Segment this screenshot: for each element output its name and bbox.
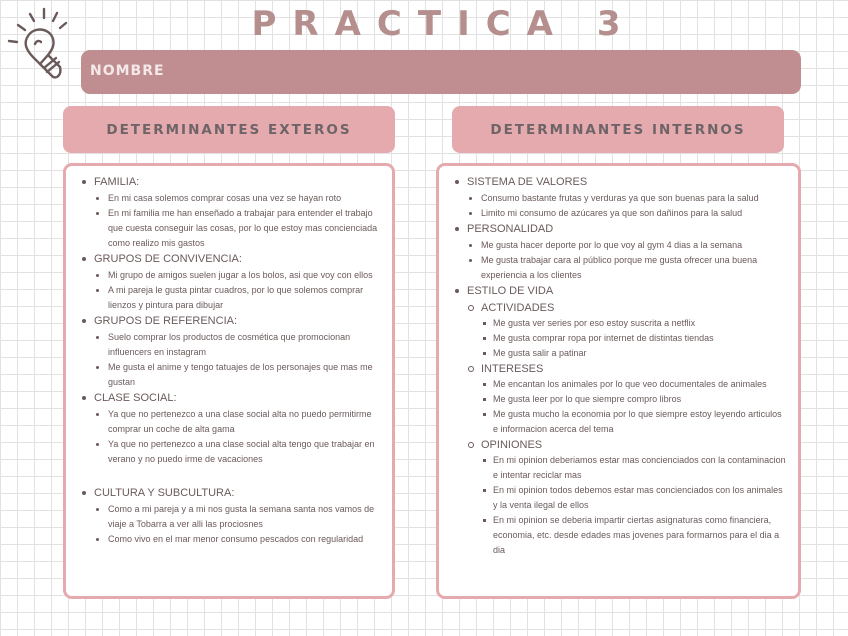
list-item: Consumo bastante frutas y verduras ya que son buenas para la salud	[467, 191, 788, 206]
spacer	[78, 467, 382, 485]
list-item: Me encantan los animales por lo que veo documentales de animales	[481, 377, 788, 392]
list-item: Me gusta leer por lo que siempre compro libros	[481, 392, 788, 407]
section-label: GRUPOS DE CONVIVENCIA:	[94, 253, 242, 265]
list-item: En mi casa solemos comprar cosas una vez se hayan roto	[94, 191, 382, 206]
list-item	[451, 283, 788, 558]
list-item: Como vivo en el mar menor consumo pescados con regularidad	[94, 532, 382, 547]
list-item	[78, 174, 382, 251]
section-label: PERSONALIDAD	[467, 223, 554, 235]
list-item: Me gusta ver series por eso estoy suscrita a netflix	[481, 316, 788, 331]
section-label: ESTILO DE VIDA	[467, 285, 554, 297]
list-item	[78, 313, 382, 390]
list-item: En mi opinion se deberia impartir ciertas asignaturas como financiera, economia, etc. desde edades mas jovenes para formarnos para el dia a dia	[481, 513, 788, 558]
subsection-label: ACTIVIDADES	[481, 302, 555, 314]
list-item: Me gusta hacer deporte por lo que voy al gym 4 dias a la semana	[467, 238, 788, 253]
list-item: Ya que no pertenezco a una clase social alta tengo que trabajar en verano y no puedo irme de vacaciones	[94, 437, 382, 467]
list-item	[78, 251, 382, 313]
list-item	[451, 174, 788, 221]
external-determinants-panel	[63, 163, 395, 599]
list-item: Me gusta el anime y tengo tatuajes de los personajes que mas me gustan	[94, 360, 382, 390]
internal-determinants-panel	[436, 163, 801, 599]
list-item: Me gusta comprar ropa por internet de distintas tiendas	[481, 331, 788, 346]
list-item: Me gusta mucho la economia por lo que siempre estoy leyendo articulos e informacion acerca del tema	[481, 407, 788, 437]
list-item: Como a mi pareja y a mi nos gusta la semana santa nos vamos de viaje a Tobarra a ver alli las prociosnes	[94, 502, 382, 532]
subsection-label: OPINIONES	[481, 439, 543, 451]
subsection-label: INTERESES	[481, 363, 544, 375]
list-item: A mi pareja le gusta pintar cuadros, por lo que solemos comprar lienzos y pintura para dibujar	[94, 283, 382, 313]
left-heading: DETERMINANTES EXTEROS	[63, 106, 395, 153]
list-item: Ya que no pertenezco a una clase social alta no puedo permitirme comprar un coche de alta gama	[94, 407, 382, 437]
section-label: FAMILIA:	[94, 176, 140, 188]
list-item	[467, 437, 788, 558]
list-item	[78, 485, 382, 547]
list-item: Me gusta trabajar cara al público porque me gusta ofrecer una buena experiencia a los clientes	[467, 253, 788, 283]
page-title: PRACTICA 3	[251, 4, 637, 44]
section-label: CULTURA Y SUBCULTURA:	[94, 487, 235, 499]
list-item: Mi grupo de amigos suelen jugar a los bolos, asi que voy con ellos	[94, 268, 382, 283]
name-field[interactable]	[81, 50, 801, 94]
section-label: GRUPOS DE REFERENCIA:	[94, 315, 238, 327]
list-item: Limito mi consumo de azúcares ya que son dañinos para la salud	[467, 206, 788, 221]
list-item: En mi opinion todos debemos estar mas concienciados con los animales y la venta ilegal de ellos	[481, 483, 788, 513]
list-item	[467, 300, 788, 361]
list-item: Suelo comprar los productos de cosmética que promocionan influencers en instagram	[94, 330, 382, 360]
list-item: Me gusta salir a patinar	[481, 346, 788, 361]
right-heading: DETERMINANTES INTERNOS	[452, 106, 784, 153]
list-item	[451, 221, 788, 283]
list-item	[78, 390, 382, 467]
section-label: SISTEMA DE VALORES	[467, 176, 588, 188]
list-item: En mi familia me han enseñado a trabajar para entender el trabajo que cuesta conseguir las cosas, por lo que estoy mas concienciada como realizo mis gastos	[94, 206, 382, 251]
name-label: NOMBRE	[90, 63, 165, 79]
list-item	[467, 361, 788, 437]
section-label: CLASE SOCIAL:	[94, 392, 177, 404]
list-item: En mi opinion deberiamos estar mas concienciados con la contaminacion e intentar reciclar mas	[481, 453, 788, 483]
